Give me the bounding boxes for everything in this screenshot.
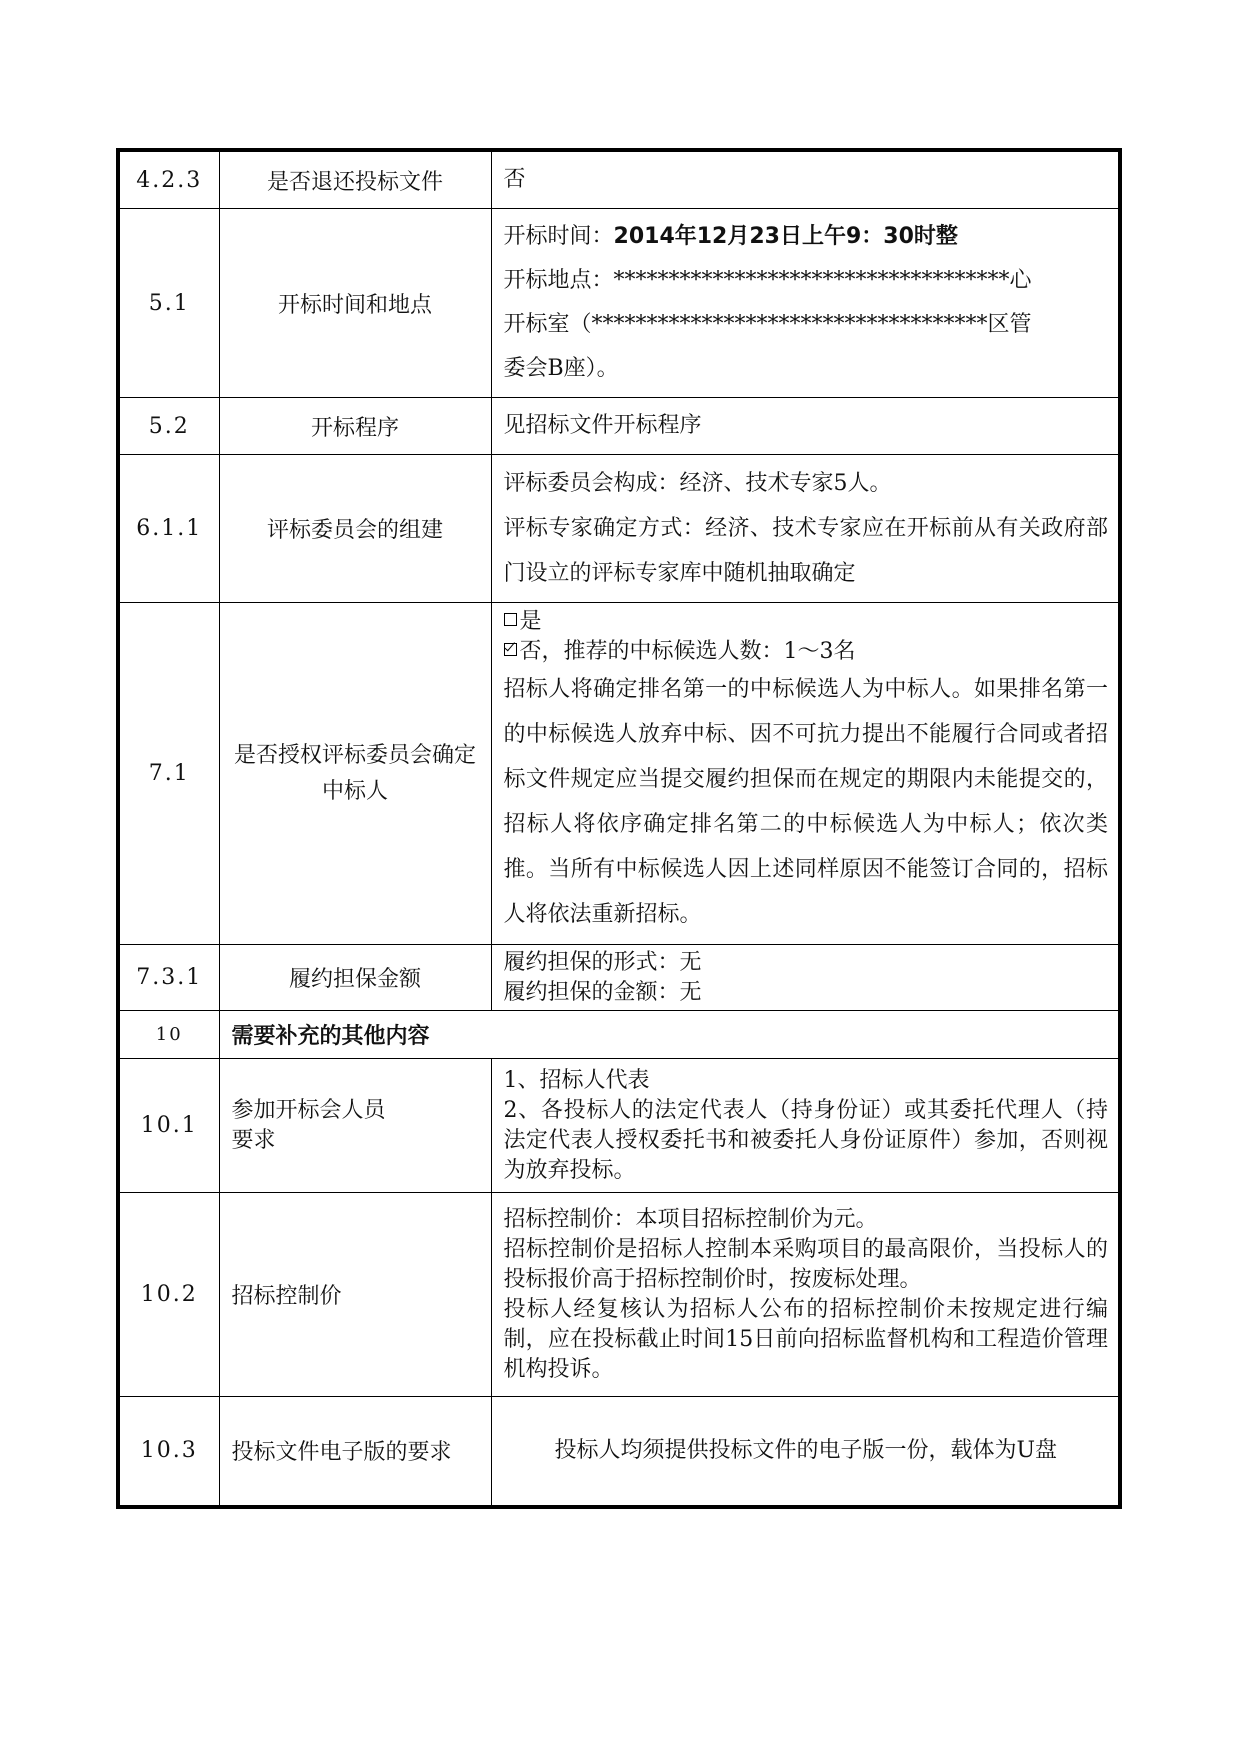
clause-number: 6.1.1 <box>118 455 219 603</box>
table-row <box>118 1011 1120 1059</box>
clause-content <box>491 1193 1120 1397</box>
opening-time-value: 2014年12月23日上午9：30时整 <box>613 224 958 249</box>
checkbox-yes[interactable] <box>504 613 517 626</box>
clause-content <box>491 1397 1120 1507</box>
content-text: 2、各投标人的法定代表人（持身份证）或其委托代理人（持法定代表人授权委托书和被委托人身份证原件）参加，否则视为放弃投标。 <box>503 1097 1108 1183</box>
clause-item: 开标程序 <box>219 398 491 455</box>
content-text: 评标委员会构成：经济、技术专家5人。 <box>503 471 892 496</box>
clause-number: 5.1 <box>118 209 219 398</box>
clause-number: 10 <box>118 1011 219 1059</box>
opening-time-label: 开标时间： <box>503 224 614 249</box>
opening-location: 开标地点：************************************心 <box>503 268 1032 293</box>
content-text: 招标控制价：本项目招标控制价为元。 <box>503 1206 878 1232</box>
option-yes: 是 <box>504 607 1109 637</box>
clause-item: 履约担保金额 <box>219 945 491 1011</box>
table-row <box>118 945 1120 1011</box>
item-line: 参加开标会人员 <box>231 1097 386 1123</box>
bid-data-table <box>116 148 1122 1509</box>
clause-item: 招标控制价 <box>219 1193 491 1397</box>
clause-content <box>491 209 1120 398</box>
content-text: 投标人均须提供投标文件的电子版一份，载体为U盘 <box>554 1437 1058 1463</box>
content-text: 评标专家确定方式：经济、技术专家应在开标前从有关政府部门设立的评标专家库中随机抽取确定 <box>503 516 1108 586</box>
clause-content <box>491 398 1120 455</box>
content-text: 投标人经复核认为招标人公布的招标控制价未按规定进行编制，应在投标截止时间15日前向招标监督机构和工程造价管理机构投诉。 <box>503 1296 1108 1382</box>
clause-content <box>491 150 1120 209</box>
clause-item: 是否退还投标文件 <box>219 150 491 209</box>
clause-item <box>219 1059 491 1193</box>
clause-content <box>491 603 1120 945</box>
section-heading: 需要补充的其他内容 <box>219 1011 1120 1059</box>
content-text: 履约担保的金额：无 <box>503 979 702 1005</box>
option-no: 否，推荐的中标候选人数：1～3名 <box>504 637 1109 667</box>
clause-item: 开标时间和地点 <box>219 209 491 398</box>
table-row <box>118 209 1120 398</box>
opening-location-cont: 开标室（************************************区管 <box>503 312 1032 337</box>
item-line: 要求 <box>231 1127 276 1153</box>
content-text: 否 <box>503 167 526 192</box>
clause-number: 4.2.3 <box>118 150 219 209</box>
clause-number: 7.1 <box>118 603 219 945</box>
table-row <box>118 455 1120 603</box>
clause-number: 10.1 <box>118 1059 219 1193</box>
clause-content <box>491 945 1120 1011</box>
clause-number: 10.3 <box>118 1397 219 1507</box>
clause-item: 投标文件电子版的要求 <box>219 1397 491 1507</box>
clause-number: 7.3.1 <box>118 945 219 1011</box>
table-row <box>118 603 1120 945</box>
content-text: 招标控制价是招标人控制本采购项目的最高限价，当投标人的投标报价高于招标控制价时，按废标处理。 <box>503 1236 1108 1292</box>
content-text: 招标人将确定排名第一的中标候选人为中标人。如果排名第一的中标候选人放弃中标、因不可抗力提出不能履行合同或者招标文件规定应当提交履约担保而在规定的期限内未能提交的，招标人将依序确定排名第二的中标候选人为中标人；依次类推。当所有中标候选人因上述同样原因不能签订合同的，招标人将依法重新招标。 <box>503 676 1108 927</box>
content-text: 履约担保的形式：无 <box>503 949 702 975</box>
clause-content <box>491 455 1120 603</box>
table-row <box>118 1059 1120 1193</box>
table-row <box>118 150 1120 209</box>
clause-item: 是否授权评标委员会确定中标人 <box>219 603 491 945</box>
table-row <box>118 398 1120 455</box>
clause-item: 评标委员会的组建 <box>219 455 491 603</box>
clause-number: 5.2 <box>118 398 219 455</box>
checkbox-no[interactable] <box>504 643 517 656</box>
table-row <box>118 1397 1120 1507</box>
clause-content <box>491 1059 1120 1193</box>
content-text: 1、招标人代表 <box>503 1067 650 1093</box>
clause-number: 10.2 <box>118 1193 219 1397</box>
table-row <box>118 1193 1120 1397</box>
opening-location-cont: 委会B座）。 <box>503 356 619 381</box>
opening-time <box>504 215 1109 259</box>
content-text: 见招标文件开标程序 <box>503 413 702 438</box>
